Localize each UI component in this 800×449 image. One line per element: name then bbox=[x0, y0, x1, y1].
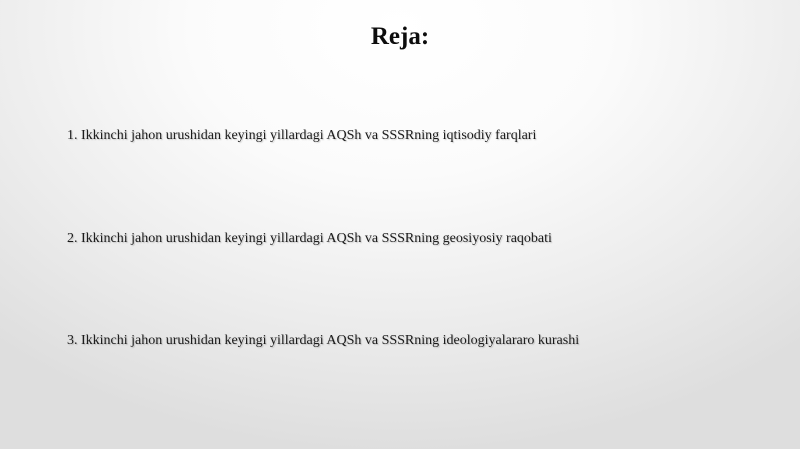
plan-item: 1. Ikkinchi jahon urushidan keyingi yillardagi AQSh va SSSRning iqtisodiy farqlari bbox=[67, 128, 537, 143]
slide-title: Reja: bbox=[370, 23, 430, 50]
plan-item: 2. Ikkinchi jahon urushidan keyingi yillardagi AQSh va SSSRning geosiyosiy raqobati bbox=[67, 231, 552, 246]
plan-item: 3. Ikkinchi jahon urushidan keyingi yillardagi AQSh va SSSRning ideologiyalararo kurashi bbox=[67, 333, 580, 348]
